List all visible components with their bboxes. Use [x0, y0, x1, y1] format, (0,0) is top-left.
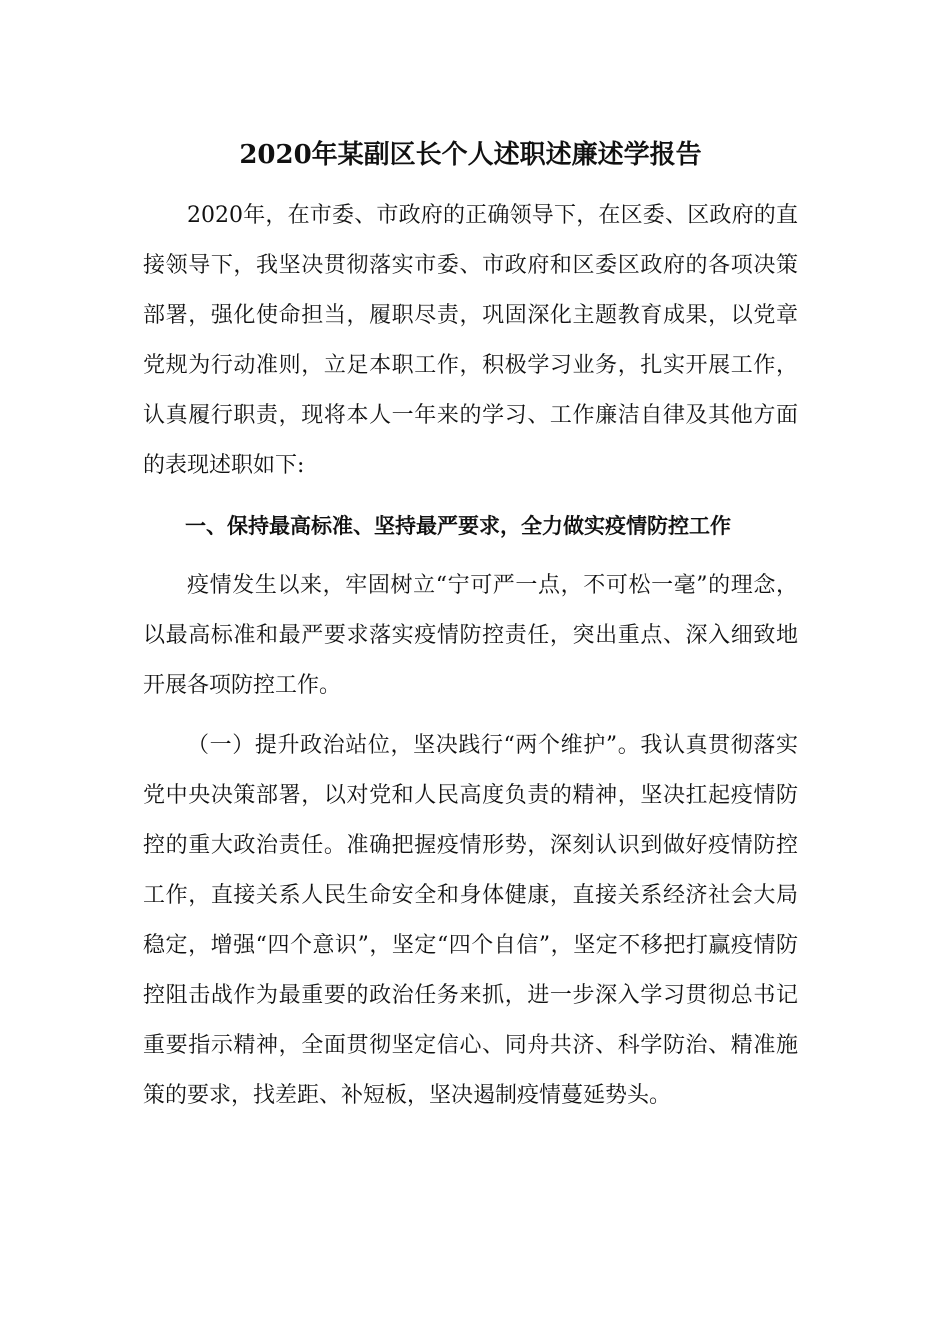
- section-1-heading: 一、保持最高标准、坚持最严要求，全力做实疫情防控工作: [185, 514, 731, 538]
- subsection-1-body: 我认真贯彻落实党中央决策部署，以对党和人民高度负责的精神，坚决扛起疫情防控的重大政治责任。准确把握疫情形势，深刻认识到做好疫情防控工作，直接关系人民生命安全和身体健康，直接关系经济社会大局稳定，增强“四个意识”，坚定“四个自信”，坚定不移把打赢疫情防控阻击战作为最重要的政治任务来抓，进一步深入学习贯彻总书记重要指示精神，全面贯彻坚定信心、同舟共济、科学防治、精准施策的要求，找差距、补短板，坚决遏制疫情蔓延势头。: [143, 733, 798, 1108]
- document-title: 2020年某副区长个人述职述廉述学报告: [239, 140, 702, 170]
- subsection-1-lead: （一）提升政治站位，坚决践行“两个维护”。: [187, 733, 641, 758]
- document-body: [143, 131, 798, 1131]
- subsection-1-paragraph: [143, 721, 798, 1121]
- intro-paragraph: 2020年，在市委、市政府的正确领导下，在区委、区政府的直接领导下，我坚决贯彻落实市委、市政府和区委区政府的各项决策部署，强化使命担当，履职尽责，巩固深化主题教育成果，以党章党规为行动准则，立足本职工作，积极学习业务，扎实开展工作，认真履行职责，现将本人一年来的学习、工作廉洁自律及其他方面的表现述职如下:: [143, 203, 798, 478]
- section-1-paragraph: 疫情发生以来，牢固树立“宁可严一点，不可松一毫”的理念，以最高标准和最严要求落实疫情防控责任，突出重点、深入细致地开展各项防控工作。: [143, 573, 798, 698]
